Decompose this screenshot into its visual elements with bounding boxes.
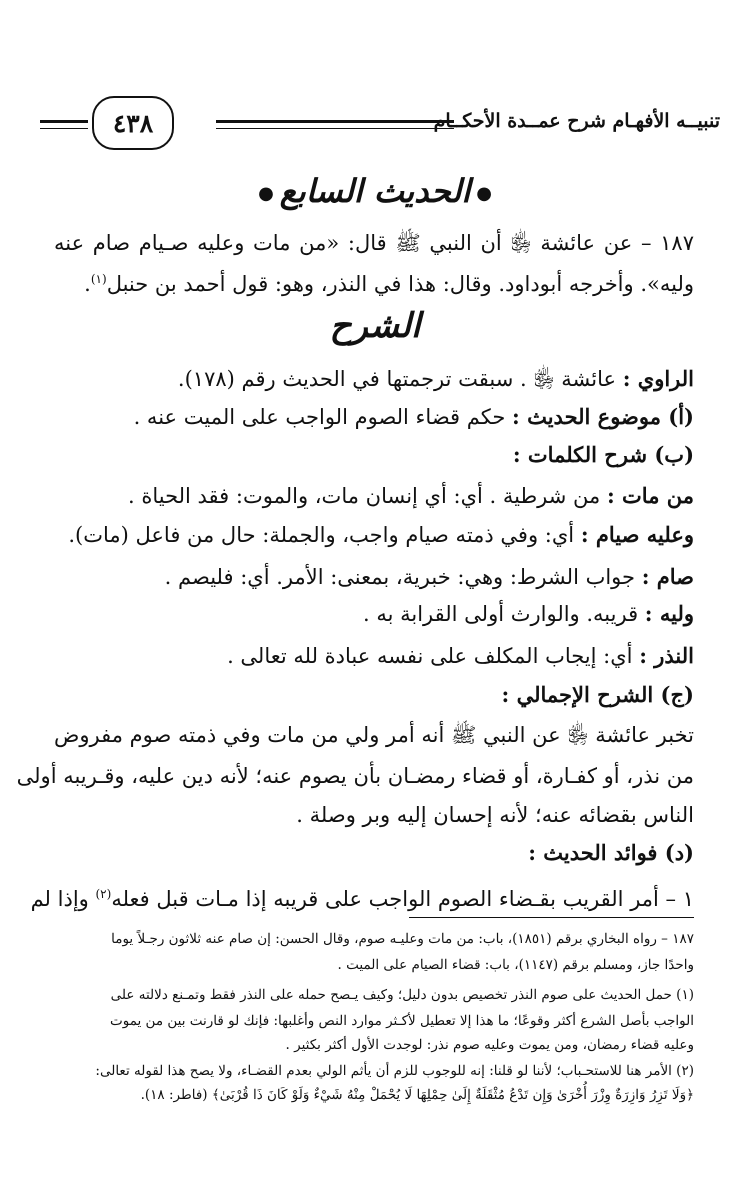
header-rule (216, 120, 454, 129)
topic-line: (أ) موضوع الحديث : حكم قضاء الصوم الواجب على الميت عنه . (133, 404, 694, 429)
general-text-line: من نذر، أو كفـارة، أو قضاء رمضـان بأن يصوم عنه؛ لأنه دين عليه، وقـريبه أولى (16, 764, 694, 788)
word-entry: صام : جواب الشرط: وهي: خبرية، بمعنى: الأمر. أي: فليصم . (164, 564, 694, 589)
footnote-line: (٢) الأمر هنا للاستحـباب؛ لأننا لو قلنا: إنه للوجوب للزم أن يأثم الولي بعدم القضـاء، ولا يصح هذا لقوله تعالى: (95, 1063, 694, 1079)
footnote-ref: (١) (90, 272, 107, 286)
benefits-heading: (د) فوائد الحديث : (528, 840, 694, 865)
running-title: تنبيــه الأفهـام شرح عمــدة الأحكــام (433, 110, 720, 132)
footnote-line: (١) حمل الحديث على صوم النذر تخصيص بدون دليل؛ وكيف يـصح حمله على النذر فقط وتمـنع دلالته على (110, 987, 694, 1003)
word-entry: وعليه صيام : أي: وفي ذمته صيام واجب، والجملة: حال من فاعل (مات). (68, 522, 694, 547)
general-text-line: الناس بقضائه عنه؛ لأنه إحسان إليه وبر وصلة . (296, 803, 694, 827)
footnote-line: ١٨٧ – رواه البخاري برقم (١٨٥١)، باب: من مات وعليـه صوم، وقال الحسن: إن صام عنه ثلاثون رجـلاً يوما (111, 931, 694, 947)
general-text-line: تخبر عائشة ﵂ عن النبي ﷺ أنه أمر ولي من مات وفي ذمته صوم مفروض (54, 723, 694, 747)
narrator-line: الراوي : عائشة ﵂ . سبقت ترجمتها في الحديث رقم (١٧٨). (177, 366, 694, 391)
page-number: ٤٣٨ (92, 96, 174, 150)
footnote-line: الواجب بأصل الشرع أكثر وقوعًا؛ ما هذا إلا تعطيل لأكـثر موارد النص وأغلبها: فإنك لو قارنت بين من يموت (110, 1013, 694, 1029)
footnote-divider (409, 917, 694, 918)
sharh-heading: الشرح (329, 306, 421, 346)
footnote-line: واحدًا جاز، ومسلم برقم (١١٤٧)، باب: قضاء الصيام على الميت . (337, 957, 694, 973)
footnote-line: ﴿وَلَا تَزِرُ وَازِرَةٌ وِزْرَ أُخْرَىٰ وَإِن تَدْعُ مُثْقَلَةٌ إِلَىٰ حِمْلِهَا لَا يُحْمَلْ مِنْهُ شَيْءٌ وَلَوْ كَانَ ذَا قُرْبَىٰ﴾ (فاطر: ١٨). (140, 1087, 694, 1103)
header-rule-short (40, 120, 88, 129)
footnote-line: وعليه قضاء رمضان، ومن يموت وعليه صوم نذر: لوجدت الأول أكثر بكثير . (285, 1037, 694, 1053)
hadith-text-line: ١٨٧ – عن عائشة ﵂ أن النبي ﷺ قال: «من مات وعليه صـيام صام عنه (54, 231, 694, 255)
word-entry: من مات : من شرطية . أي: أي إنسان مات، والموت: فقد الحياة . (127, 483, 694, 508)
hadith-text-line: وليه». وأخرجه أبوداود. وقال: هذا في النذر، وهو: قول أحمد بن حنبل$^{(١)}$. (84, 272, 694, 296)
words-heading: (ب) شرح الكلمات : (512, 442, 694, 467)
bullet-icon: ● (476, 183, 492, 204)
footnote-ref: (٢) (95, 887, 112, 901)
hadith-heading (0, 172, 750, 210)
general-heading: (ج) الشرح الإجمالي : (501, 682, 694, 707)
page-header (40, 96, 720, 156)
word-entry: النذر : أي: إيجاب المكلف على نفسه عبادة لله تعالى . (227, 643, 694, 668)
word-entry: وليه : قريبه. والوارث أولى القرابة به . (362, 601, 694, 626)
hadith-heading-text: الحديث السابع (279, 172, 471, 210)
benefit-line: ١ – أمر القريب بقـضاء الصوم الواجب على قريبه إذا مـات قبل فعله$^{(٢)}$ وإذا لم (30, 887, 694, 911)
bullet-icon: ● (258, 183, 274, 204)
